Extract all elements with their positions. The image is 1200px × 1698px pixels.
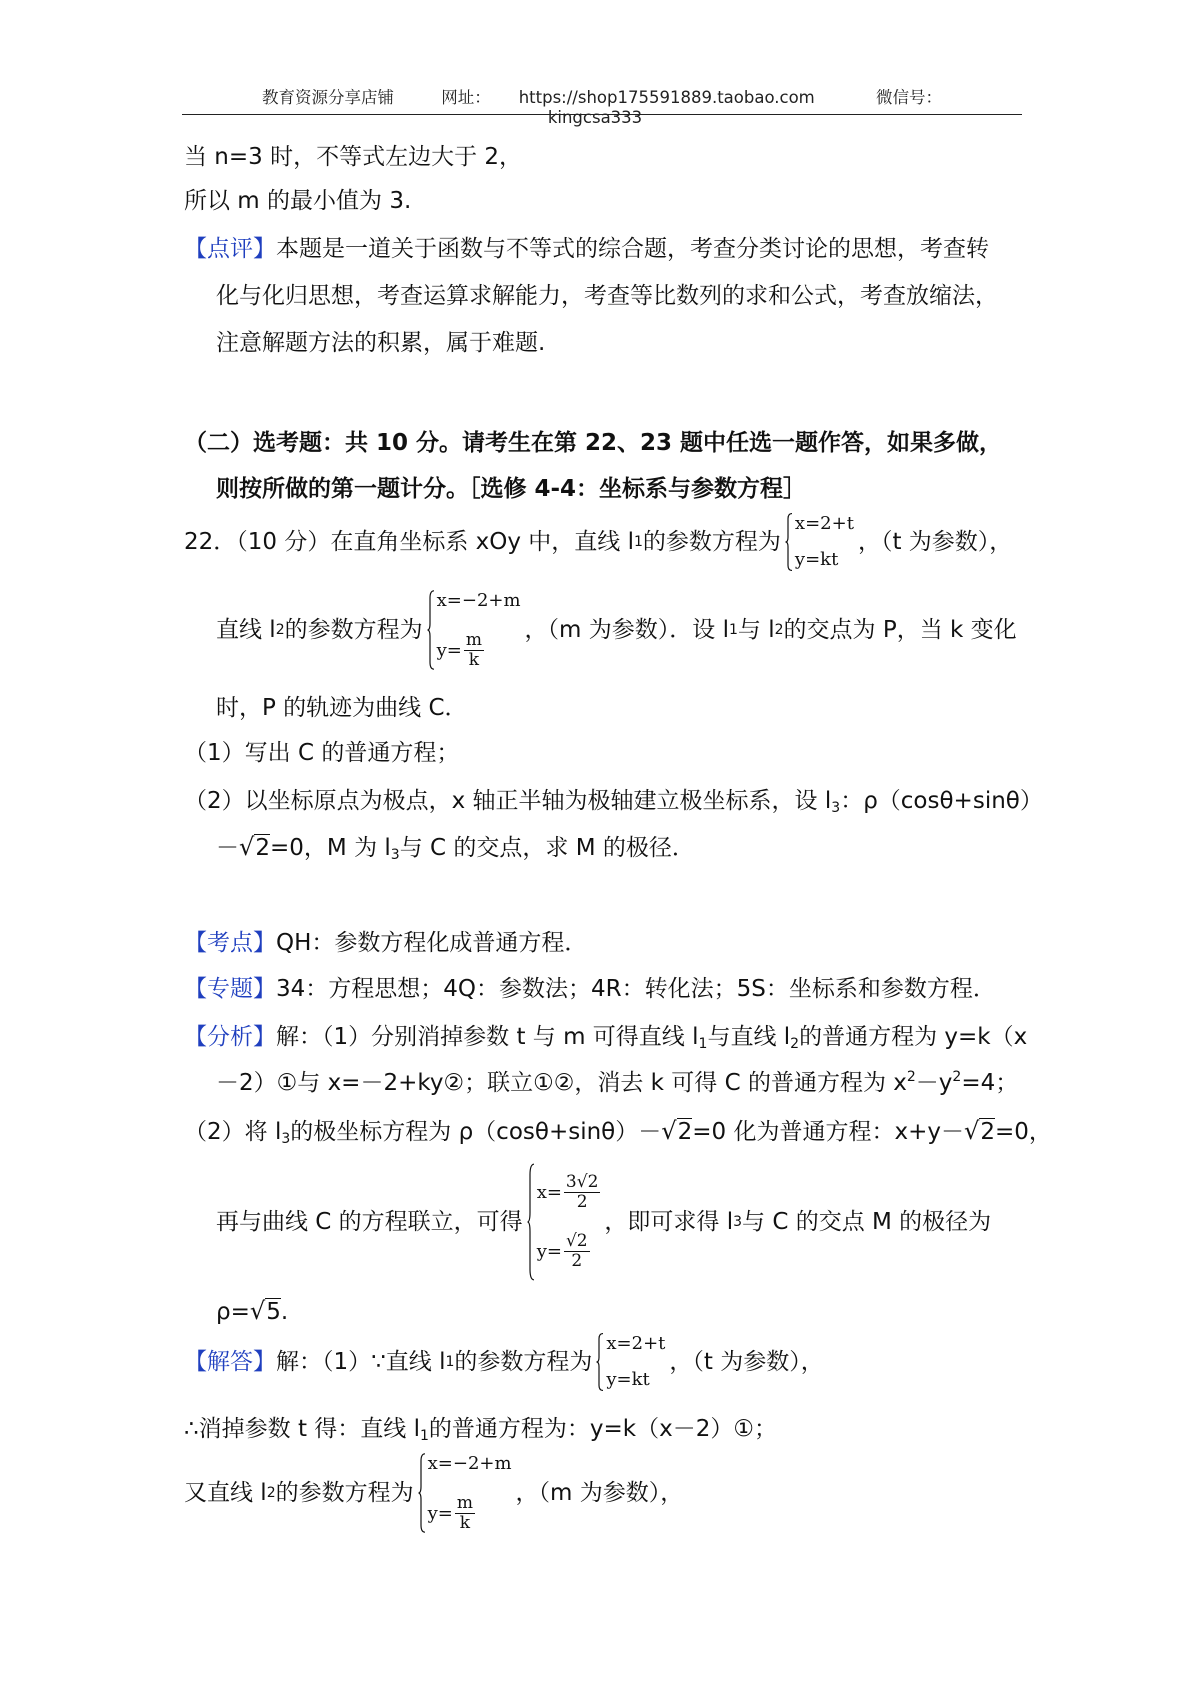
jieda-line: 又直线 l 2 的参数方程为 x=−2+m y= $\frac{m}{k}$ ，（m 为参数）， (184, 1450, 683, 1536)
site-label: 网址： (441, 88, 491, 107)
fenxi-line: ρ=√5. (216, 1297, 289, 1325)
kaodian-line: 【考点】QH：参数方程化成普通方程． (184, 930, 588, 956)
fenxi-line: 【分析】解：（1）分别消掉参数 t 与 m 可得直线 $l_1$与直线 $l_2$的普通方程为 y=k（x (184, 1024, 1028, 1052)
equation-system-l1: x=2+t y=kt (596, 1333, 665, 1391)
question-2: （2）以坐标原点为极点，x 轴正半轴为极轴建立极坐标系，设 $l_3$：ρ（cosθ+sinθ） (184, 788, 1043, 816)
brace-icon (527, 1163, 535, 1313)
question-2: －√2=0，M 为 $l_3$与 C 的交点，求 M 的极径． (216, 833, 695, 863)
page-header (182, 84, 1022, 127)
problem-line: 时，P 的轨迹为曲线 C． (216, 695, 468, 721)
text-line: 所以 m 的最小值为 3. (184, 188, 412, 214)
fenxi-line: －2）①与 x=－2+ky②；联立①②，消去 k 可得 C 的普通方程为 $x^2-y^2=4$； (216, 1069, 1019, 1096)
section-heading: （二）选考题：共 10 分。请考生在第 22、23 题中任选一题作答，如果多做， (184, 430, 1003, 456)
question-1: （1）写出 C 的普通方程； (184, 740, 460, 766)
brace-icon (418, 1453, 426, 1603)
equation-system-l2: x=−2+m y= $\frac{m}{k}$ (418, 1453, 512, 1533)
fenxi-line: （2）将 $l_3$的极坐标方程为 ρ（cosθ+sinθ）－√2=0 化为普通方程：x+y－√2=0， (184, 1117, 1052, 1147)
review-line: 化与化归思想，考查运算求解能力，考查等比数列的求和公式，考查放缩法， (216, 283, 998, 309)
review-line: 注意解题方法的积累，属于难题. (216, 330, 546, 356)
text-line: 当 n=3 时，不等式左边大于 2， (184, 144, 523, 170)
zhuanti-line: 【专题】34：方程思想；4Q：参数法；4R：转化法；5S：坐标系和参数方程． (184, 976, 996, 1002)
review-tag: 【点评】 (184, 236, 276, 262)
section-heading: 则按所做的第一题计分。［选修 4-4：坐标系与参数方程］ (216, 476, 807, 502)
wechat-label: 微信号： (876, 88, 943, 107)
equation-system-l2: x=−2+m y= $\frac{m}{k}$ (427, 590, 521, 670)
shop-name: 教育资源分享店铺 (261, 88, 394, 107)
jieda-line: 【解答】 解：（1）∵直线 l 1 的参数方程为 x=2+t y=kt ，（t 为参数）， (184, 1332, 824, 1392)
equation-system-intersection: x= $\frac{3√2}{2}$ y= $\frac{√2}{2}$ (527, 1163, 601, 1281)
problem-line: 22．（10 分）在直角坐标系 xOy 中，直线 l 1 的参数方程为 x=2+t y=kt ，（t 为参数）， (184, 512, 1012, 572)
site-url[interactable]: https://shop175591889.taobao.com (518, 88, 815, 107)
equation-system-l1: x=2+t y=kt (785, 513, 854, 571)
problem-line: 直线 l 2 的参数方程为 x=−2+m y= $\frac{m}{k}$ ，（m 为参数）．设 l 1 与 l 2 的交点为 P，当 k 变化 (216, 590, 1017, 670)
jieda-line: ∴消掉参数 t 得：直线 $l_1$的普通方程为：y=k（x－2）①； (184, 1416, 777, 1444)
fenxi-line: 再与曲线 C 的方程联立，可得 x= $\frac{3√2}{2}$ y= $\frac{√2}{2}$ ，即可求得 l 3 与 C 的交点 M 的极径为 (216, 1162, 991, 1282)
review-line: 【点评】本题是一道关于函数与不等式的综合题，考查分类讨论的思想，考查转 (184, 236, 989, 262)
wechat-id: kingcsa333 (547, 108, 643, 127)
